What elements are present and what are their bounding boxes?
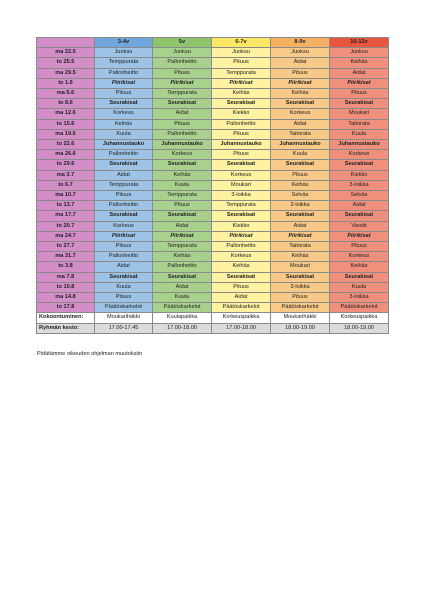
table-row: [37, 48, 389, 58]
table-cell: Aidat: [330, 68, 389, 78]
table-cell: Aidat: [95, 262, 153, 272]
table-cell: Moukari: [330, 109, 389, 119]
row-date: ma 19.6: [37, 129, 95, 139]
table-cell: Seurakisat: [212, 272, 271, 282]
row-date: to 15.6: [37, 119, 95, 129]
table-cell: Seurakisat: [95, 99, 153, 109]
table-cell: Pituus: [95, 242, 153, 252]
table-cell: Pituus: [330, 89, 389, 99]
table-cell: Pituus: [271, 68, 330, 78]
table-cell: Kiekko: [212, 109, 271, 119]
row-date: to 20.7: [37, 221, 95, 231]
table-row: [37, 78, 389, 88]
table-cell: Pituus: [153, 119, 212, 129]
table-cell: Korkeus: [330, 252, 389, 262]
table-row: [37, 150, 389, 160]
table-cell: Aidat: [153, 282, 212, 292]
row-date: ma 24.7: [37, 231, 95, 241]
meeting-place-row: [37, 313, 389, 323]
table-cell: Päätöskarkelot: [95, 303, 153, 313]
table-cell: Seurakisat: [330, 211, 389, 221]
table-cell: Kuula: [330, 129, 389, 139]
table-row: [37, 191, 389, 201]
table-cell: Korkeus: [153, 150, 212, 160]
table-cell: Aidat: [212, 293, 271, 303]
table-cell: Selväs: [330, 191, 389, 201]
table-cell: 3-loikka: [330, 293, 389, 303]
table-cell: Piirikisat: [271, 78, 330, 88]
table-row: [37, 160, 389, 170]
table-cell: Taitorata: [271, 242, 330, 252]
table-cell: Temppurata: [212, 201, 271, 211]
table-cell: Kuula: [271, 150, 330, 160]
table-cell: Korkeus: [330, 150, 389, 160]
table-cell: Keihäs: [95, 119, 153, 129]
table-cell: Keihäs: [212, 89, 271, 99]
table-cell: Keihäs: [271, 252, 330, 262]
table-cell: Moukari: [212, 180, 271, 190]
table-row: [37, 262, 389, 272]
table-cell: Juoksu: [95, 48, 153, 58]
row-date: ma 5.6: [37, 89, 95, 99]
table-cell: Selväs: [271, 191, 330, 201]
table-cell: Seurakisat: [212, 160, 271, 170]
table-cell: Seurakisat: [271, 272, 330, 282]
row-date: to 17.8: [37, 303, 95, 313]
table-cell: Juhannustauko: [95, 140, 153, 150]
header-8-9v: 8-9v: [271, 38, 330, 48]
table-cell: Aidat: [271, 119, 330, 129]
row-date: to 29.6: [37, 160, 95, 170]
table-cell: 3-loikka: [212, 191, 271, 201]
table-cell: Juhannustauko: [153, 140, 212, 150]
table-row: [37, 99, 389, 109]
group-duration-cell: 17.00-18.00: [153, 323, 212, 333]
row-date: to 1.6: [37, 78, 95, 88]
table-cell: Kiekko: [330, 170, 389, 180]
table-cell: Pallonheitto: [153, 129, 212, 139]
table-cell: Moukari: [271, 262, 330, 272]
group-duration-cell: 18.00-19.00: [330, 323, 389, 333]
table-cell: Pituus: [95, 191, 153, 201]
table-cell: Aidat: [271, 221, 330, 231]
table-cell: Temppurata: [153, 89, 212, 99]
table-cell: Temppurata: [153, 242, 212, 252]
table-cell: 3-loikka: [271, 282, 330, 292]
header-5v: 5v: [153, 38, 212, 48]
table-cell: Piirikisat: [153, 78, 212, 88]
row-date: to 6.7: [37, 180, 95, 190]
header-corner: [37, 38, 95, 48]
row-date: to 8.6: [37, 99, 95, 109]
table-cell: Juoksu: [271, 48, 330, 58]
table-cell: Aidat: [271, 58, 330, 68]
table-cell: Pituus: [212, 282, 271, 292]
table-row: [37, 58, 389, 68]
table-row: [37, 242, 389, 252]
table-cell: Keihäs: [330, 262, 389, 272]
table-cell: Seurakisat: [271, 160, 330, 170]
header-3-4v: 3-4v: [95, 38, 153, 48]
table-cell: Taitorata: [330, 119, 389, 129]
table-cell: Juhannustauko: [330, 140, 389, 150]
table-cell: Keihäs: [271, 180, 330, 190]
table-cell: Keihäs: [271, 89, 330, 99]
table-cell: Pallonheitto: [212, 242, 271, 252]
row-date: to 27.7: [37, 242, 95, 252]
table-cell: Aidat: [153, 109, 212, 119]
table-cell: 3-loikka: [271, 201, 330, 211]
table-cell: Päätöskarkelot: [330, 303, 389, 313]
table-cell: Päätöskarkelot: [271, 303, 330, 313]
table-cell: Juoksu: [212, 48, 271, 58]
table-cell: Seurakisat: [153, 211, 212, 221]
row-date: to 3.8: [37, 262, 95, 272]
table-cell: Pituus: [95, 89, 153, 99]
table-row: [37, 293, 389, 303]
table-cell: Pallonheitto: [95, 150, 153, 160]
table-cell: Kuula: [330, 282, 389, 292]
table-cell: Piirikisat: [95, 78, 153, 88]
table-cell: Kiekko: [212, 221, 271, 231]
table-row: [37, 221, 389, 231]
table-cell: Pallonheitto: [95, 252, 153, 262]
table-row: [37, 89, 389, 99]
meeting-place-cell: Korkeuspaikka: [212, 313, 271, 323]
group-duration-cell: 17.00-17.45: [95, 323, 153, 333]
table-cell: Pituus: [212, 150, 271, 160]
table-cell: Piirikisat: [212, 231, 271, 241]
table-cell: Seurakisat: [330, 160, 389, 170]
table-row: [37, 201, 389, 211]
table-cell: 3-loikka: [330, 180, 389, 190]
disclaimer-note: Pidätämme oikeuden ohjelman muutoksiin: [37, 351, 143, 357]
row-date: ma 14.8: [37, 293, 95, 303]
group-duration-cell: 18.00-19.00: [271, 323, 330, 333]
table-cell: Piirikisat: [212, 78, 271, 88]
table-cell: Temppurata: [95, 180, 153, 190]
row-date: ma 3.7: [37, 170, 95, 180]
row-date: ma 7.8: [37, 272, 95, 282]
schedule-body: [37, 48, 389, 334]
table-cell: Seurakisat: [212, 211, 271, 221]
table-cell: Viestit: [330, 221, 389, 231]
row-date: ma 12.6: [37, 109, 95, 119]
table-row: [37, 129, 389, 139]
table-cell: Juoksu: [153, 48, 212, 58]
table-cell: Seurakisat: [271, 211, 330, 221]
table-cell: Piirikisat: [271, 231, 330, 241]
table-cell: Korkeus: [212, 252, 271, 262]
table-cell: Seurakisat: [330, 99, 389, 109]
table-cell: Kuula: [153, 180, 212, 190]
table-cell: Seurakisat: [271, 99, 330, 109]
row-date: ma 10.7: [37, 191, 95, 201]
meeting-place-cell: Moukarihäkki: [271, 313, 330, 323]
table-cell: Pituus: [153, 68, 212, 78]
table-cell: Juhannustauko: [212, 140, 271, 150]
row-date: to 10.8: [37, 282, 95, 292]
table-cell: Pallonheitto: [153, 262, 212, 272]
table-cell: Seurakisat: [153, 99, 212, 109]
table-cell: Keihäs: [212, 262, 271, 272]
table-cell: Pallonheitto: [212, 119, 271, 129]
table-cell: Korkeus: [271, 109, 330, 119]
table-cell: Pallonheitto: [95, 201, 153, 211]
table-cell: Pallonheitto: [153, 58, 212, 68]
table-cell: Piirikisat: [153, 231, 212, 241]
table-cell: Seurakisat: [95, 160, 153, 170]
table-row: [37, 211, 389, 221]
table-cell: Pallonheitto: [95, 68, 153, 78]
table-row: [37, 109, 389, 119]
table-cell: Piirikisat: [330, 231, 389, 241]
header-row: [37, 38, 389, 48]
table-cell: Temppurata: [153, 191, 212, 201]
table-cell: Temppurata: [95, 58, 153, 68]
table-cell: Aidat: [153, 221, 212, 231]
meeting-place-cell: Moukarihäkki: [95, 313, 153, 323]
table-cell: Keihäs: [153, 170, 212, 180]
table-cell: Seurakisat: [212, 99, 271, 109]
table-row: [37, 303, 389, 313]
header-6-7v: 6-7v: [212, 38, 271, 48]
table-row: [37, 272, 389, 282]
row-date: to 22.6: [37, 140, 95, 150]
schedule-table: [36, 37, 389, 334]
table-cell: Korkeus: [212, 170, 271, 180]
table-cell: Pituus: [330, 242, 389, 252]
table-cell: Piirikisat: [330, 78, 389, 88]
table-row: [37, 170, 389, 180]
table-cell: Seurakisat: [330, 272, 389, 282]
row-date: ma 26.6: [37, 150, 95, 160]
table-row: [37, 68, 389, 78]
table-cell: Pituus: [271, 293, 330, 303]
meeting-place-cell: Korkeuspaikka: [330, 313, 389, 323]
table-cell: Päätöskarkelot: [212, 303, 271, 313]
group-duration-cell: 17.00-18.00: [212, 323, 271, 333]
table-cell: Seurakisat: [153, 160, 212, 170]
table-cell: Kuula: [95, 129, 153, 139]
row-date: ma 17.7: [37, 211, 95, 221]
table-cell: Seurakisat: [95, 272, 153, 282]
table-cell: Pituus: [271, 170, 330, 180]
table-cell: Keihäs: [153, 252, 212, 262]
row-date: to 25.5: [37, 58, 95, 68]
header-10-12v: 10-12v: [330, 38, 389, 48]
table-cell: Juoksu: [330, 48, 389, 58]
table-row: [37, 140, 389, 150]
row-date: to 13.7: [37, 201, 95, 211]
table-cell: Aidat: [330, 201, 389, 211]
table-row: [37, 282, 389, 292]
group-duration-label: Ryhmän kesto:: [37, 323, 95, 333]
table-cell: Temppurata: [212, 68, 271, 78]
table-cell: Piirikisat: [95, 231, 153, 241]
table-cell: Päätöskarkelot: [153, 303, 212, 313]
table-cell: Kuula: [153, 293, 212, 303]
table-cell: Pituus: [212, 129, 271, 139]
table-cell: Taitorata: [271, 129, 330, 139]
table-cell: Pituus: [212, 58, 271, 68]
table-cell: Seurakisat: [153, 272, 212, 282]
group-duration-row: [37, 323, 389, 333]
table-row: [37, 119, 389, 129]
meeting-place-cell: Kuulapaikka: [153, 313, 212, 323]
table-cell: Juhannustauko: [271, 140, 330, 150]
table-cell: Korkeus: [95, 221, 153, 231]
table-cell: Kuula: [95, 282, 153, 292]
table-row: [37, 252, 389, 262]
table-cell: Seurakisat: [95, 211, 153, 221]
row-date: ma 22.5: [37, 48, 95, 58]
table-cell: Korkeus: [95, 109, 153, 119]
table-cell: Pituus: [153, 201, 212, 211]
row-date: ma 29.5: [37, 68, 95, 78]
table-row: [37, 231, 389, 241]
table-cell: Keihäs: [330, 58, 389, 68]
meeting-place-label: Kokoontuminen:: [37, 313, 95, 323]
table-cell: Aidat: [95, 170, 153, 180]
table-row: [37, 180, 389, 190]
row-date: ma 31.7: [37, 252, 95, 262]
table-cell: Pituus: [95, 293, 153, 303]
